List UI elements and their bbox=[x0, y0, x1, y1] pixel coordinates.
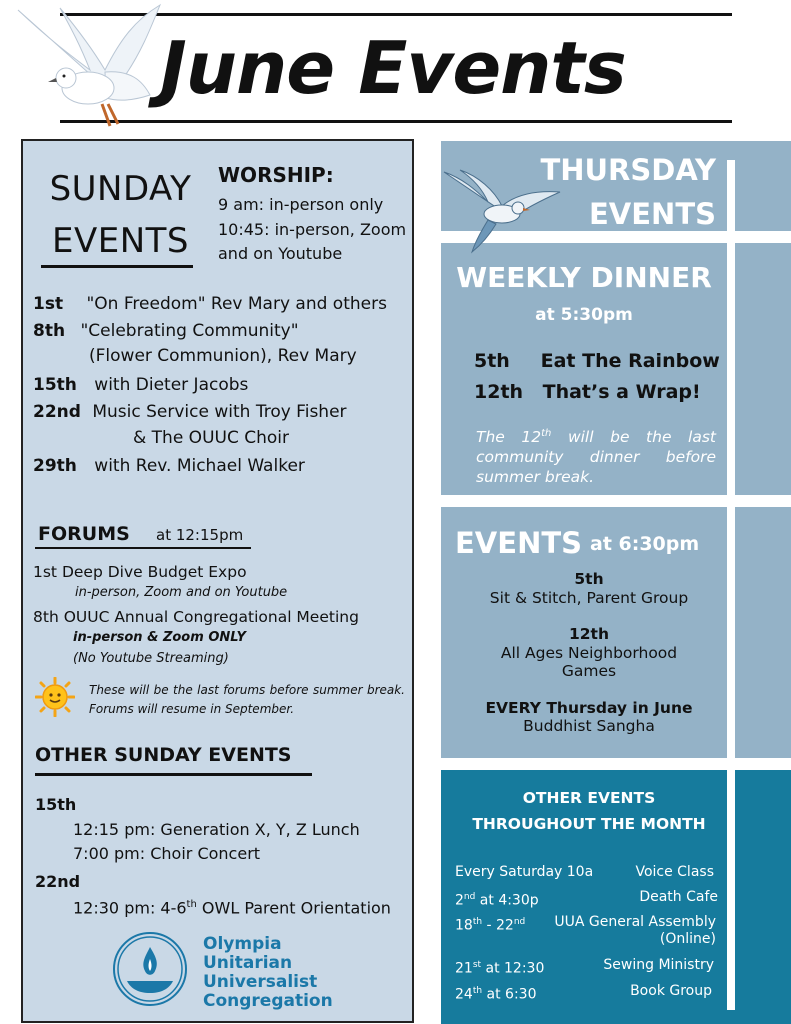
service-date: 22nd bbox=[33, 402, 81, 422]
page-title: June Events bbox=[160, 26, 626, 110]
other-event-what: Sewing Ministry bbox=[603, 957, 714, 973]
forum-subtext: in-person, Zoom and on Youtube bbox=[75, 585, 288, 600]
logo-text-line: Unitarian bbox=[203, 953, 293, 973]
forums-time: at 12:15pm bbox=[156, 526, 244, 544]
worship-line: 9 am: in-person only bbox=[218, 195, 384, 214]
other-events-title-line2: THROUGHOUT THE MONTH bbox=[472, 815, 706, 833]
chalice-logo-icon bbox=[109, 931, 191, 1009]
other-sunday-item: 7:00 pm: Choir Concert bbox=[73, 844, 261, 863]
dinner-date: 5th bbox=[474, 350, 510, 372]
event-date: 5th bbox=[574, 570, 604, 588]
other-events-title bbox=[441, 785, 737, 837]
other-event-what: Book Group bbox=[630, 983, 712, 999]
weekly-dinner-time: at 5:30pm bbox=[535, 305, 633, 325]
logo-text-line: Congregation bbox=[203, 991, 333, 1011]
event-date: 12th bbox=[568, 625, 609, 643]
service-date: 1st bbox=[33, 294, 64, 314]
service-date: 29th bbox=[33, 456, 77, 476]
sunday-events-panel bbox=[21, 139, 414, 1023]
service-text: with Rev. Michael Walker bbox=[94, 456, 305, 476]
other-event-when: Every Saturday 10a bbox=[455, 864, 594, 880]
other-event-when: 18th - 22nd bbox=[455, 917, 526, 934]
sunday-events-heading bbox=[43, 163, 198, 267]
sunday-heading-line2: EVENTS bbox=[51, 221, 189, 261]
thursday-events-subtitle: EVENTS bbox=[455, 526, 583, 560]
dinner-theme: That’s a Wrap! bbox=[542, 381, 701, 403]
weekly-dinner-title: WEEKLY DINNER bbox=[456, 261, 712, 294]
other-sunday-title: OTHER SUNDAY EVENTS bbox=[35, 744, 292, 766]
service-row bbox=[33, 292, 387, 316]
dove-icon bbox=[10, 0, 170, 138]
sunday-heading-line1: SUNDAY bbox=[49, 169, 192, 209]
other-sunday-item: 12:30 pm: 4-6th OWL Parent Orientation bbox=[73, 898, 391, 918]
dinner-theme: Eat The Rainbow bbox=[540, 350, 720, 372]
service-date: 8th bbox=[33, 321, 66, 341]
event-text: Buddhist Sangha bbox=[523, 717, 655, 735]
other-event-when: 21st at 12:30 bbox=[455, 960, 545, 977]
forums-title: FORUMS bbox=[38, 523, 130, 545]
thursday-events-time: at 6:30pm bbox=[590, 533, 700, 555]
bird-icon bbox=[442, 168, 562, 254]
forum-item: 8th OUUC Annual Congregational Meeting bbox=[33, 608, 359, 626]
dinner-row bbox=[474, 378, 701, 406]
event-text: All Ages Neighborhood bbox=[500, 644, 678, 662]
other-event-what: UUA General Assembly bbox=[554, 914, 716, 930]
dinner-row bbox=[474, 347, 720, 375]
service-row bbox=[33, 454, 305, 478]
service-row-cont: (Flower Communion), Rev Mary bbox=[89, 346, 357, 366]
forum-subtext: (No Youtube Streaming) bbox=[73, 651, 229, 666]
service-text: with Dieter Jacobs bbox=[94, 375, 249, 395]
service-row bbox=[33, 373, 248, 397]
dinner-note: The 12th will be the last community dinner before summer break. bbox=[476, 428, 717, 487]
other-event-what: Voice Class bbox=[635, 864, 714, 880]
logo-text-line: Olympia bbox=[203, 934, 282, 954]
other-sunday-date: 15th bbox=[35, 795, 77, 814]
event-date: EVERY Thursday in June bbox=[485, 699, 693, 717]
service-text: Music Service with Troy Fisher bbox=[92, 402, 347, 422]
worship-line: 10:45: in-person, Zoom bbox=[218, 220, 407, 239]
service-text: "On Freedom" Rev Mary and others bbox=[86, 294, 387, 314]
service-date: 15th bbox=[33, 375, 77, 395]
sun-icon bbox=[35, 677, 75, 717]
forums-note: These will be the last forums before summer break. Forums will resume in September. bbox=[89, 683, 405, 716]
other-event-when: 24th at 6:30 bbox=[455, 986, 537, 1003]
service-row-cont: & The OUUC Choir bbox=[133, 428, 289, 448]
other-event-what: Death Cafe bbox=[639, 889, 718, 905]
other-event-what-cont: (Online) bbox=[659, 931, 716, 947]
service-row bbox=[33, 319, 299, 343]
thursday-title-line1: THURSDAY bbox=[540, 153, 716, 187]
sunday-heading-underline bbox=[41, 265, 193, 268]
thursday-title-line2: EVENTS bbox=[588, 197, 716, 231]
other-sunday-item: 12:15 pm: Generation X, Y, Z Lunch bbox=[73, 820, 360, 839]
logo-text-line: Universalist bbox=[203, 972, 318, 992]
worship-line: and on Youtube bbox=[218, 244, 343, 263]
forums-underline bbox=[35, 547, 251, 549]
other-events-title-line1: OTHER EVENTS bbox=[522, 789, 656, 807]
event-text: Sit & Stitch, Parent Group bbox=[489, 589, 689, 607]
other-sunday-underline bbox=[35, 773, 312, 776]
forum-subtext: in-person & Zoom ONLY bbox=[73, 630, 246, 645]
event-text: Games bbox=[561, 662, 617, 680]
worship-title: WORSHIP: bbox=[218, 163, 334, 187]
dinner-date: 12th bbox=[474, 381, 524, 403]
forum-item: 1st Deep Dive Budget Expo bbox=[33, 563, 247, 581]
other-event-when: 2nd at 4:30p bbox=[455, 892, 539, 909]
other-sunday-date: 22nd bbox=[35, 872, 81, 891]
service-row bbox=[33, 400, 347, 424]
service-text: "Celebrating Community" bbox=[80, 321, 299, 341]
